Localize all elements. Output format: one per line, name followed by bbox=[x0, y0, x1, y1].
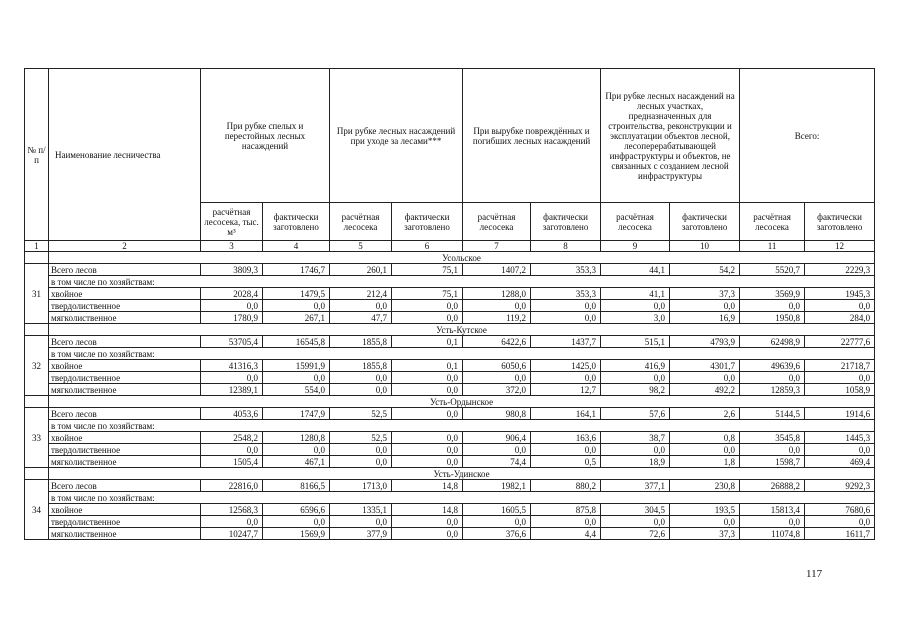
table-cell: 0,8 bbox=[670, 432, 740, 444]
table-cell: 230,8 bbox=[670, 480, 740, 492]
table-cell: 0,0 bbox=[201, 444, 263, 456]
table-cell: 1058,9 bbox=[805, 384, 875, 396]
region-row-no-blank bbox=[25, 252, 49, 264]
table-cell: 0,0 bbox=[805, 516, 875, 528]
region-header-row bbox=[25, 324, 875, 336]
row-number: 33 bbox=[25, 408, 49, 468]
table-cell: 0,0 bbox=[463, 300, 531, 312]
table-cell: 0,0 bbox=[392, 312, 463, 324]
table-cell: 0,0 bbox=[263, 516, 330, 528]
table-cell: 98,2 bbox=[601, 384, 670, 396]
table-cell: 1855,8 bbox=[330, 336, 392, 348]
table-cell: 0,0 bbox=[531, 516, 601, 528]
table-cell: 0,0 bbox=[601, 444, 670, 456]
table-cell: 1479,5 bbox=[263, 288, 330, 300]
table-cell: 54,2 bbox=[670, 264, 740, 276]
table-cell: 554,0 bbox=[263, 384, 330, 396]
table-row bbox=[25, 336, 875, 348]
subheader-calc: расчётная лесосека bbox=[601, 203, 670, 241]
table-row bbox=[25, 276, 875, 288]
table-cell: 1335,1 bbox=[330, 504, 392, 516]
row-label: в том числе по хозяйствам: bbox=[49, 276, 875, 288]
row-label: в том числе по хозяйствам: bbox=[49, 492, 875, 504]
table-cell: 22777,6 bbox=[805, 336, 875, 348]
col-number: 12 bbox=[805, 241, 875, 252]
table-row bbox=[25, 360, 875, 372]
table-cell: 0,0 bbox=[392, 456, 463, 468]
table-cell: 0,0 bbox=[392, 300, 463, 312]
row-label: мягколиственное bbox=[49, 312, 201, 324]
table-cell: 1505,4 bbox=[201, 456, 263, 468]
table-cell: 16545,8 bbox=[263, 336, 330, 348]
table-row bbox=[25, 384, 875, 396]
region-row-no-blank bbox=[25, 324, 49, 336]
table-cell: 4301,7 bbox=[670, 360, 740, 372]
row-label: мягколиственное bbox=[49, 384, 201, 396]
subheader-calc: расчётная лесосека bbox=[463, 203, 531, 241]
table-cell: 3545,8 bbox=[740, 432, 805, 444]
table-cell: 26888,2 bbox=[740, 480, 805, 492]
table-cell: 37,3 bbox=[670, 288, 740, 300]
col-number: 5 bbox=[330, 241, 392, 252]
table-cell: 12568,3 bbox=[201, 504, 263, 516]
region-name: Усть-Кутское bbox=[49, 324, 875, 336]
table-cell: 0,0 bbox=[392, 528, 463, 540]
table-cell: 0,0 bbox=[670, 300, 740, 312]
table-cell: 1407,2 bbox=[463, 264, 531, 276]
table-cell: 1425,0 bbox=[531, 360, 601, 372]
table-row bbox=[25, 444, 875, 456]
table-cell: 75,1 bbox=[392, 288, 463, 300]
table-row bbox=[25, 492, 875, 504]
subheader-calc: расчётная лесосека bbox=[330, 203, 392, 241]
table-row bbox=[25, 456, 875, 468]
table-cell: 372,0 bbox=[463, 384, 531, 396]
table-cell: 0,0 bbox=[330, 444, 392, 456]
table-cell: 15991,9 bbox=[263, 360, 330, 372]
table-cell: 1914,6 bbox=[805, 408, 875, 420]
subheader-calc-first: расчётная лесосека, тыс. м³ bbox=[201, 203, 263, 241]
table-cell: 2,6 bbox=[670, 408, 740, 420]
table-cell: 515,1 bbox=[601, 336, 670, 348]
table-cell: 0,0 bbox=[263, 372, 330, 384]
table-cell: 12859,3 bbox=[740, 384, 805, 396]
table-cell: 0,0 bbox=[740, 300, 805, 312]
table-cell: 1598,7 bbox=[740, 456, 805, 468]
table-cell: 0,0 bbox=[601, 300, 670, 312]
table-cell: 49639,6 bbox=[740, 360, 805, 372]
col-number: 4 bbox=[263, 241, 330, 252]
row-label: Всего лесов bbox=[49, 480, 201, 492]
col-number: 3 bbox=[201, 241, 263, 252]
row-label: хвойное bbox=[49, 504, 201, 516]
table-cell: 353,3 bbox=[531, 288, 601, 300]
header-col-no: № п/п bbox=[25, 69, 49, 241]
table-cell: 0,0 bbox=[805, 300, 875, 312]
row-label: твердолиственное bbox=[49, 444, 201, 456]
table-cell: 0,5 bbox=[531, 456, 601, 468]
table-cell: 0,0 bbox=[330, 372, 392, 384]
col-number: 9 bbox=[601, 241, 670, 252]
header-group-3: При вырубке повреждённых и погибших лесных насаждений bbox=[463, 69, 601, 203]
table-cell: 1747,9 bbox=[263, 408, 330, 420]
row-label: в том числе по хозяйствам: bbox=[49, 348, 875, 360]
table-cell: 14,8 bbox=[392, 504, 463, 516]
table-cell: 0,0 bbox=[263, 300, 330, 312]
table-cell: 4793,9 bbox=[670, 336, 740, 348]
table-cell: 6422,6 bbox=[463, 336, 531, 348]
table-cell: 377,1 bbox=[601, 480, 670, 492]
region-name: Усть-Удинское bbox=[49, 468, 875, 480]
col-number: 6 bbox=[392, 241, 463, 252]
table-row bbox=[25, 312, 875, 324]
table-cell: 0,0 bbox=[392, 372, 463, 384]
table-cell: 57,6 bbox=[601, 408, 670, 420]
table-cell: 0,0 bbox=[740, 372, 805, 384]
table-cell: 37,3 bbox=[670, 528, 740, 540]
table-cell: 212,4 bbox=[330, 288, 392, 300]
header-col-name: Наименование лесничества bbox=[49, 69, 201, 241]
table-cell: 52,5 bbox=[330, 432, 392, 444]
table-row bbox=[25, 420, 875, 432]
table-row bbox=[25, 372, 875, 384]
table-cell: 18,9 bbox=[601, 456, 670, 468]
table-cell: 163,6 bbox=[531, 432, 601, 444]
table-cell: 1746,7 bbox=[263, 264, 330, 276]
table-cell: 0,0 bbox=[463, 516, 531, 528]
table-cell: 0,0 bbox=[330, 384, 392, 396]
region-header-row bbox=[25, 396, 875, 408]
row-number: 32 bbox=[25, 336, 49, 396]
table-cell: 0,0 bbox=[201, 300, 263, 312]
table-cell: 492,2 bbox=[670, 384, 740, 396]
header-group-4: При рубке лесных насаждений на лесных участках, предназначенных для строительства, реконструкции и эксплуатации объектов лесной, лесоперерабатывающей инфраструктуры и объектов, не связанных с созданием лесной инфраструктуры bbox=[601, 69, 740, 203]
table-cell: 193,5 bbox=[670, 504, 740, 516]
table-cell: 1,8 bbox=[670, 456, 740, 468]
table-cell: 11074,8 bbox=[740, 528, 805, 540]
table-cell: 6596,6 bbox=[263, 504, 330, 516]
col-number: 2 bbox=[49, 241, 201, 252]
table-cell: 74,4 bbox=[463, 456, 531, 468]
table-cell: 416,9 bbox=[601, 360, 670, 372]
subheader-fact: фактически заготовлено bbox=[263, 203, 330, 241]
table-cell: 2028,4 bbox=[201, 288, 263, 300]
table-cell: 0,0 bbox=[531, 312, 601, 324]
table-cell: 62498,9 bbox=[740, 336, 805, 348]
row-label: Всего лесов bbox=[49, 408, 201, 420]
region-row-no-blank bbox=[25, 396, 49, 408]
table-cell: 0,0 bbox=[392, 444, 463, 456]
table-cell: 1713,0 bbox=[330, 480, 392, 492]
table-cell: 0,0 bbox=[670, 516, 740, 528]
region-header-row bbox=[25, 252, 875, 264]
table-cell: 2229,3 bbox=[805, 264, 875, 276]
table-cell: 376,6 bbox=[463, 528, 531, 540]
table-row bbox=[25, 432, 875, 444]
header-group-1: При рубке спелых и перестойных лесных насаждений bbox=[201, 69, 330, 203]
table-cell: 0,0 bbox=[531, 444, 601, 456]
table-cell: 1569,9 bbox=[263, 528, 330, 540]
row-label: в том числе по хозяйствам: bbox=[49, 420, 875, 432]
table-cell: 10247,7 bbox=[201, 528, 263, 540]
table-row bbox=[25, 288, 875, 300]
table-cell: 1945,3 bbox=[805, 288, 875, 300]
table-cell: 1780,9 bbox=[201, 312, 263, 324]
col-number: 10 bbox=[670, 241, 740, 252]
table-cell: 1611,7 bbox=[805, 528, 875, 540]
table-cell: 880,2 bbox=[531, 480, 601, 492]
row-label: хвойное bbox=[49, 288, 201, 300]
table-cell: 3,0 bbox=[601, 312, 670, 324]
table-cell: 2548,2 bbox=[201, 432, 263, 444]
subheader-fact: фактически заготовлено bbox=[531, 203, 601, 241]
col-number: 7 bbox=[463, 241, 531, 252]
table-cell: 12389,1 bbox=[201, 384, 263, 396]
table-cell: 0,0 bbox=[201, 372, 263, 384]
row-label: мягколиственное bbox=[49, 456, 201, 468]
table-row bbox=[25, 348, 875, 360]
table-cell: 72,6 bbox=[601, 528, 670, 540]
table-cell: 119,2 bbox=[463, 312, 531, 324]
table-cell: 3809,3 bbox=[201, 264, 263, 276]
table-cell: 0,0 bbox=[463, 372, 531, 384]
table-cell: 52,5 bbox=[330, 408, 392, 420]
table-cell: 1280,8 bbox=[263, 432, 330, 444]
table-cell: 0,1 bbox=[392, 336, 463, 348]
table-cell: 267,1 bbox=[263, 312, 330, 324]
table-cell: 0,0 bbox=[463, 444, 531, 456]
table-cell: 0,0 bbox=[392, 516, 463, 528]
table-cell: 906,4 bbox=[463, 432, 531, 444]
table-cell: 38,7 bbox=[601, 432, 670, 444]
table-cell: 1950,8 bbox=[740, 312, 805, 324]
header-group-2: При рубке лесных насаждений при уходе за лесами*** bbox=[330, 69, 463, 203]
col-number: 1 bbox=[25, 241, 49, 252]
table-cell: 304,5 bbox=[601, 504, 670, 516]
table-cell: 41,1 bbox=[601, 288, 670, 300]
table-cell: 284,0 bbox=[805, 312, 875, 324]
table-cell: 15813,4 bbox=[740, 504, 805, 516]
table-cell: 5144,5 bbox=[740, 408, 805, 420]
table-cell: 0,0 bbox=[601, 372, 670, 384]
table-body bbox=[25, 252, 875, 540]
table-cell: 16,9 bbox=[670, 312, 740, 324]
table-cell: 377,9 bbox=[330, 528, 392, 540]
table-row bbox=[25, 264, 875, 276]
page-number: 117 bbox=[806, 568, 823, 580]
table-cell: 6050,6 bbox=[463, 360, 531, 372]
table-cell: 41316,3 bbox=[201, 360, 263, 372]
table-cell: 980,8 bbox=[463, 408, 531, 420]
table-cell: 0,0 bbox=[601, 516, 670, 528]
table-row bbox=[25, 300, 875, 312]
table-cell: 9292,3 bbox=[805, 480, 875, 492]
table-cell: 1445,3 bbox=[805, 432, 875, 444]
table-cell: 75,1 bbox=[392, 264, 463, 276]
table-cell: 5520,7 bbox=[740, 264, 805, 276]
table-row bbox=[25, 528, 875, 540]
row-label: твердолиственное bbox=[49, 300, 201, 312]
table-cell: 0,0 bbox=[392, 432, 463, 444]
table-cell: 0,1 bbox=[392, 360, 463, 372]
table-cell: 7680,6 bbox=[805, 504, 875, 516]
table-cell: 1855,8 bbox=[330, 360, 392, 372]
table-cell: 21718,7 bbox=[805, 360, 875, 372]
table-cell: 22816,0 bbox=[201, 480, 263, 492]
region-row-no-blank bbox=[25, 468, 49, 480]
row-label: мягколиственное bbox=[49, 528, 201, 540]
table-cell: 469,4 bbox=[805, 456, 875, 468]
table-cell: 0,0 bbox=[670, 444, 740, 456]
table-row bbox=[25, 504, 875, 516]
table-cell: 1288,0 bbox=[463, 288, 531, 300]
region-name: Усольское bbox=[49, 252, 875, 264]
table-cell: 0,0 bbox=[805, 372, 875, 384]
row-label: хвойное bbox=[49, 432, 201, 444]
table-cell: 0,0 bbox=[201, 516, 263, 528]
region-name: Усть-Ордынское bbox=[49, 396, 875, 408]
table-cell: 0,0 bbox=[392, 408, 463, 420]
table-cell: 1982,1 bbox=[463, 480, 531, 492]
row-label: хвойное bbox=[49, 360, 201, 372]
table-cell: 0,0 bbox=[330, 300, 392, 312]
subheader-fact: фактически заготовлено bbox=[392, 203, 463, 241]
table-cell: 467,1 bbox=[263, 456, 330, 468]
table-cell: 14,8 bbox=[392, 480, 463, 492]
table-cell: 0,0 bbox=[740, 444, 805, 456]
table-cell: 53705,4 bbox=[201, 336, 263, 348]
header-group-5: Всего: bbox=[740, 69, 875, 203]
table-cell: 4053,6 bbox=[201, 408, 263, 420]
table-cell: 0,0 bbox=[740, 516, 805, 528]
row-number: 31 bbox=[25, 264, 49, 324]
table-cell: 0,0 bbox=[531, 372, 601, 384]
col-number: 8 bbox=[531, 241, 601, 252]
table-cell: 0,0 bbox=[531, 300, 601, 312]
row-label: твердолиственное bbox=[49, 372, 201, 384]
table-cell: 875,8 bbox=[531, 504, 601, 516]
subheader-calc: расчётная лесосека bbox=[740, 203, 805, 241]
table-row bbox=[25, 480, 875, 492]
table-cell: 260,1 bbox=[330, 264, 392, 276]
table-cell: 47,7 bbox=[330, 312, 392, 324]
table-cell: 1605,5 bbox=[463, 504, 531, 516]
table-cell: 0,0 bbox=[330, 516, 392, 528]
table-cell: 1437,7 bbox=[531, 336, 601, 348]
table-cell: 353,3 bbox=[531, 264, 601, 276]
table-cell: 0,0 bbox=[670, 372, 740, 384]
table-cell: 8166,5 bbox=[263, 480, 330, 492]
table-cell: 44,1 bbox=[601, 264, 670, 276]
table-cell: 0,0 bbox=[805, 444, 875, 456]
region-header-row bbox=[25, 468, 875, 480]
table-row bbox=[25, 516, 875, 528]
table-row bbox=[25, 408, 875, 420]
forestry-table bbox=[24, 68, 875, 540]
row-label: Всего лесов bbox=[49, 264, 201, 276]
row-label: твердолиственное bbox=[49, 516, 201, 528]
table-cell: 0,0 bbox=[263, 444, 330, 456]
table-cell: 0,0 bbox=[330, 456, 392, 468]
row-label: Всего лесов bbox=[49, 336, 201, 348]
subheader-fact: фактически заготовлено bbox=[805, 203, 875, 241]
subheader-fact: фактически заготовлено bbox=[670, 203, 740, 241]
col-number: 11 bbox=[740, 241, 805, 252]
table-cell: 0,0 bbox=[392, 384, 463, 396]
table-cell: 12,7 bbox=[531, 384, 601, 396]
row-number: 34 bbox=[25, 480, 49, 540]
table-cell: 164,1 bbox=[531, 408, 601, 420]
table-cell: 3569,9 bbox=[740, 288, 805, 300]
table-cell: 4,4 bbox=[531, 528, 601, 540]
